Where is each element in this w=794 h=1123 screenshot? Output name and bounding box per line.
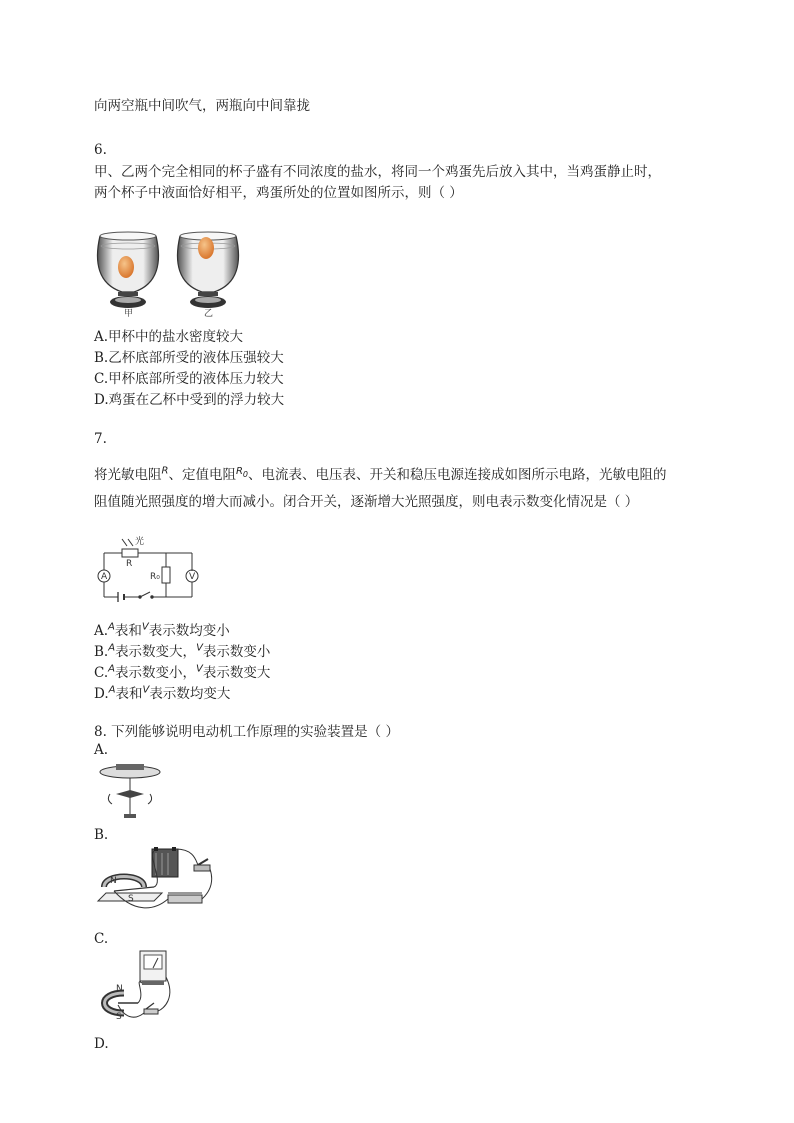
circuit-label-ammeter: A	[101, 572, 108, 582]
q7-option-c: C.$^A$表示数变小，$^V$表示数变大	[94, 663, 271, 681]
q8-option-b-label: B.	[94, 827, 109, 843]
q7-text-a: 将光敏电阻	[94, 467, 162, 483]
q8-option-c-label: C.	[94, 931, 109, 947]
q7-symbol-r0	[236, 466, 248, 477]
egg-right	[198, 237, 214, 259]
glass-left	[98, 232, 159, 308]
q8-option-d-label: D.	[94, 1036, 109, 1052]
q8-figure-b-motor-setup	[94, 843, 216, 915]
fig-b-label-s: S	[128, 894, 134, 904]
q6-option-c: C.甲杯底部所受的液体压力较大	[94, 371, 284, 387]
q7-option-d: D.$^A$表和$^V$表示数均变大	[94, 684, 231, 702]
q7-symbol-r0-sub: 0	[242, 469, 248, 479]
glass-label-left: 甲	[124, 309, 134, 319]
fig-c-label-s: S	[116, 1012, 122, 1022]
question-6-number: 6.	[94, 142, 107, 158]
circuit-label-r0: R₀	[150, 572, 160, 582]
q8-option-a-label: A.	[94, 742, 109, 758]
q7-text-c: 、电流表、电压表、开关和稳压电源连接成如图所示电路，光敏电阻的	[248, 467, 667, 483]
photoresistor	[122, 549, 138, 557]
q8-figure-c-generator-setup	[94, 947, 176, 1023]
resistor-r0	[162, 567, 170, 583]
fig-c-label-n: N	[116, 984, 123, 994]
circuit-figure	[94, 535, 206, 607]
question-6-text-line2: 两个杯子中液面恰好相平，鸡蛋所处的位置如图所示，则（ ）	[94, 185, 463, 201]
q7-option-b: B.$^A$表示数变大，$^V$表示数变小	[94, 642, 271, 660]
glass-label-right: 乙	[204, 309, 214, 319]
q7-option-a: A.$^A$表和$^V$表示数均变小	[94, 621, 230, 639]
circuit-label-voltmeter: V	[189, 572, 196, 582]
q7-symbol-r0-main: R	[235, 465, 243, 477]
intro-line: 向两空瓶中间吹气，两瓶向中间靠拢	[94, 98, 310, 114]
question-7-number: 7.	[94, 431, 107, 447]
glass-right	[178, 232, 239, 308]
q8-figure-a-magnetic-needle	[94, 758, 164, 820]
circuit-label-r: R	[126, 559, 133, 569]
fig-b-label-n: N	[110, 876, 117, 886]
q7-symbol-r: R	[161, 465, 169, 477]
question-7-text-line2: 阻值随光照强度的增大而减小。闭合开关，逐渐增大光照强度，则电表示数变化情况是（ ）	[94, 494, 639, 510]
glasses-figure	[94, 222, 244, 320]
q7-text-b: 、定值电阻	[168, 467, 236, 483]
q6-option-d: D.鸡蛋在乙杯中受到的浮力较大	[94, 392, 285, 408]
question-7-text-line1	[94, 463, 667, 483]
q6-option-a: A.甲杯中的盐水密度较大	[94, 329, 244, 345]
q6-option-b: B.乙杯底部所受的液体压强较大	[94, 350, 284, 366]
question-8-text: 8. 下列能够说明电动机工作原理的实验装置是（ ）	[94, 724, 399, 740]
question-6-text-line1: 甲、乙两个完全相同的杯子盛有不同浓度的盐水，将同一个鸡蛋先后放入其中，当鸡蛋静止时，	[94, 164, 661, 180]
egg-left	[118, 256, 134, 278]
circuit-label-light: 光	[135, 537, 145, 547]
